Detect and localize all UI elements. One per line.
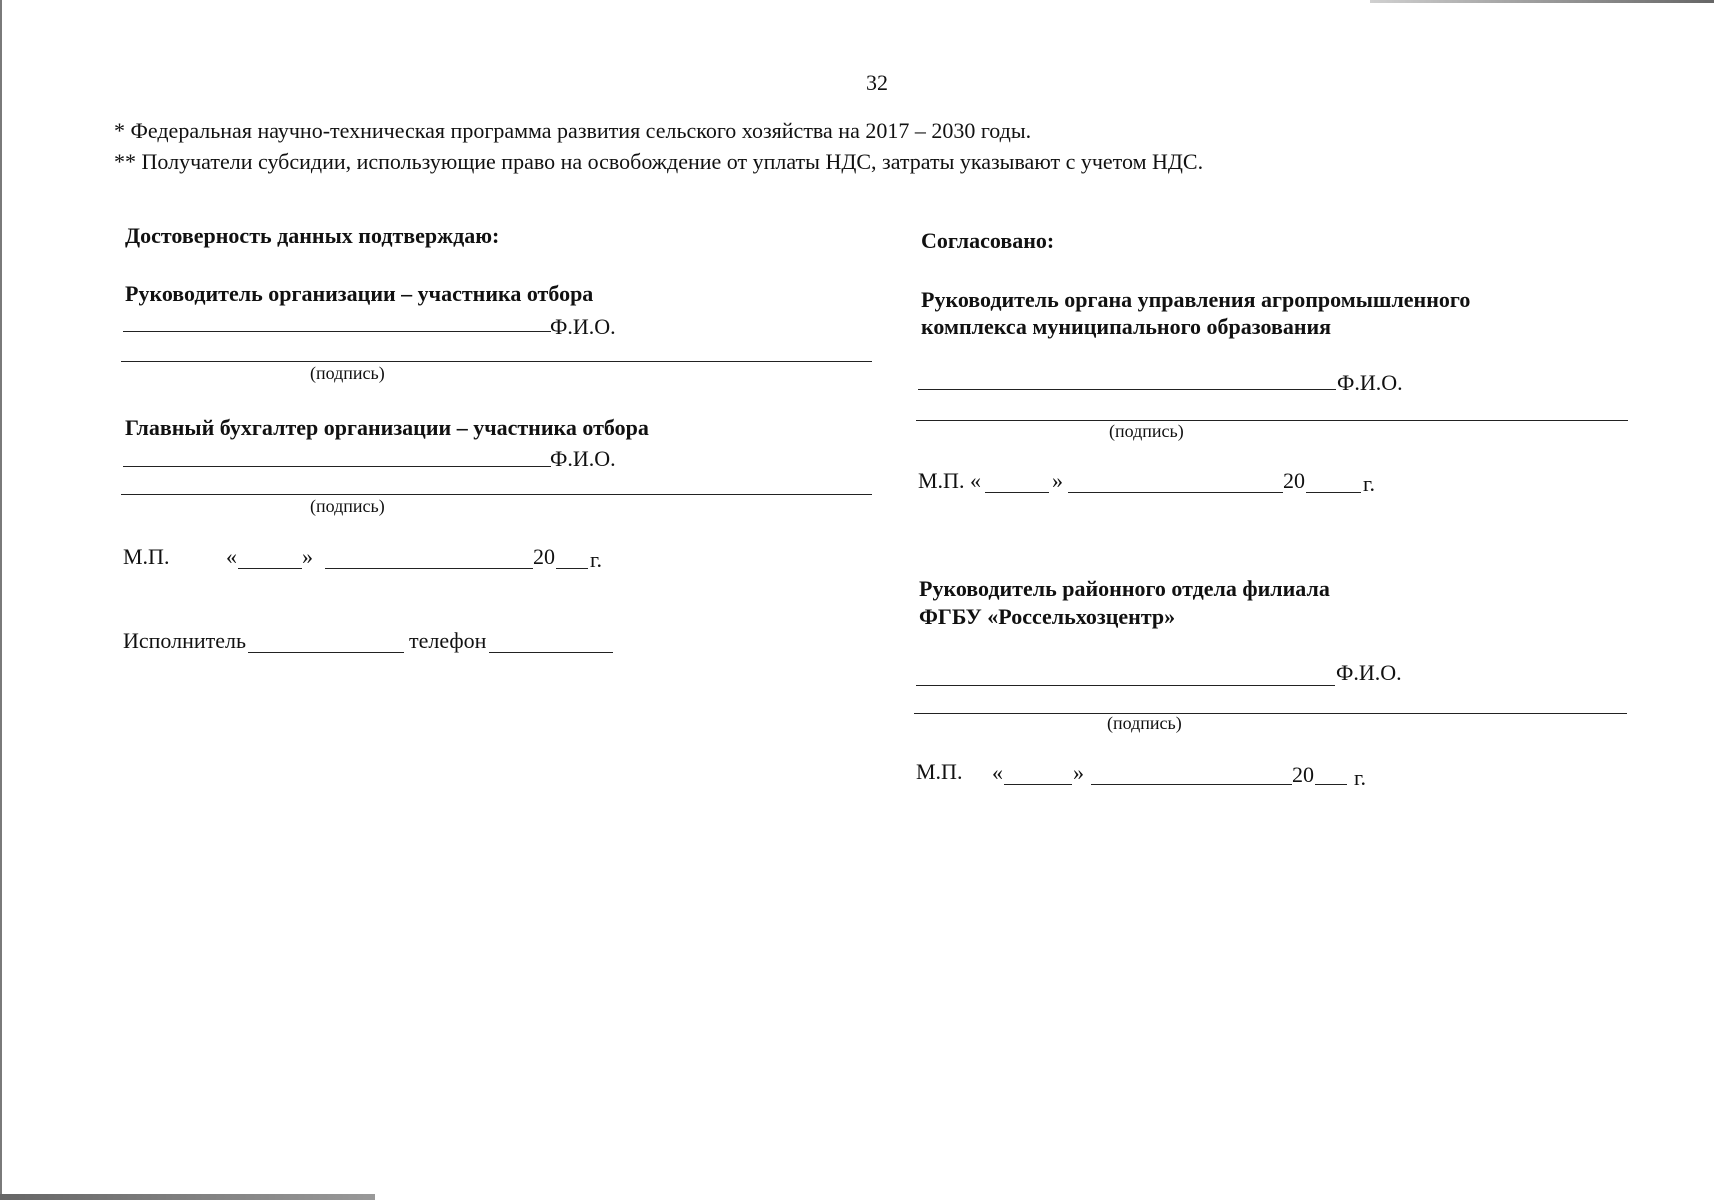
branch-date-day-blank [1004, 784, 1072, 785]
agro-date-quote-close: » [1052, 468, 1063, 493]
branch-signature-caption: (подпись) [1107, 713, 1182, 733]
branch-mp-label: М.П. [916, 759, 963, 784]
accountant-fio-label: Ф.И.О. [550, 446, 616, 471]
page-number: 32 [866, 70, 888, 95]
left-mp-label: М.П. [123, 544, 170, 569]
manager-signature-line [121, 361, 872, 362]
confirmation-heading: Достоверность данных подтверждаю: [125, 223, 500, 248]
phone-label: телефон [409, 628, 487, 653]
left-date-month-blank [325, 568, 533, 569]
accountant-signature-caption: (подпись) [310, 496, 385, 516]
branch-year-prefix: 20 [1292, 762, 1314, 787]
left-date-quote-close: » [302, 544, 313, 569]
agro-year-prefix: 20 [1283, 468, 1305, 493]
agro-manager-title-line-1: Руководитель органа управления агропромышленного [921, 287, 1471, 312]
agro-date-month-blank [1068, 492, 1283, 493]
branch-name-line [916, 685, 1335, 686]
branch-fio-label: Ф.И.О. [1336, 660, 1402, 685]
scan-top-mark [1370, 0, 1714, 3]
footnote-2: ** Получатели субсидии, использующие право на освобождение от уплаты НДС, затраты указывают с учетом НДС. [114, 149, 1204, 174]
branch-signature-line [914, 713, 1627, 714]
branch-manager-title-line-1: Руководитель районного отдела филиала [919, 576, 1330, 601]
left-year-suffix: г. [590, 547, 603, 572]
branch-date-quote-open: « [992, 760, 1003, 785]
agro-fio-label: Ф.И.О. [1337, 370, 1403, 395]
executor-label: Исполнитель [123, 628, 247, 653]
agro-manager-title-line-2: комплекса муниципального образования [921, 314, 1332, 339]
branch-year-suffix: г. [1354, 765, 1367, 790]
left-year-prefix: 20 [533, 544, 555, 569]
accountant-signature-line [121, 494, 872, 495]
branch-date-month-blank [1091, 784, 1292, 785]
left-year-blank [556, 568, 588, 569]
approved-heading: Согласовано: [921, 228, 1055, 253]
scan-page-edge [0, 0, 2, 1200]
branch-manager-title-line-2: ФГБУ «Россельхозцентр» [919, 604, 1176, 629]
manager-signature-caption: (подпись) [310, 363, 385, 383]
agro-name-line [918, 389, 1336, 390]
manager-name-line [123, 331, 551, 332]
agro-signature-caption: (подпись) [1109, 421, 1184, 441]
agro-date-day-blank [985, 492, 1049, 493]
footnote-1: * Федеральная научно-техническая программа развития сельского хозяйства на 2017 – 2030 годы. [114, 118, 1032, 143]
accountant-name-line [123, 466, 551, 467]
executor-blank [248, 652, 404, 653]
manager-title: Руководитель организации – участника отбора [125, 281, 594, 306]
manager-fio-label: Ф.И.О. [550, 314, 616, 339]
branch-year-blank [1315, 784, 1347, 785]
agro-year-suffix: г. [1363, 471, 1376, 496]
agro-mp-prefix: М.П. « [918, 468, 981, 493]
accountant-title: Главный бухгалтер организации – участника отбора [125, 415, 649, 440]
left-date-quote-open: « [226, 544, 237, 569]
scan-bottom-mark [0, 1194, 375, 1200]
left-date-day-blank [238, 568, 302, 569]
branch-date-quote-close: » [1073, 760, 1084, 785]
agro-year-blank [1306, 492, 1361, 493]
agro-signature-line [916, 420, 1628, 421]
phone-blank [489, 652, 613, 653]
